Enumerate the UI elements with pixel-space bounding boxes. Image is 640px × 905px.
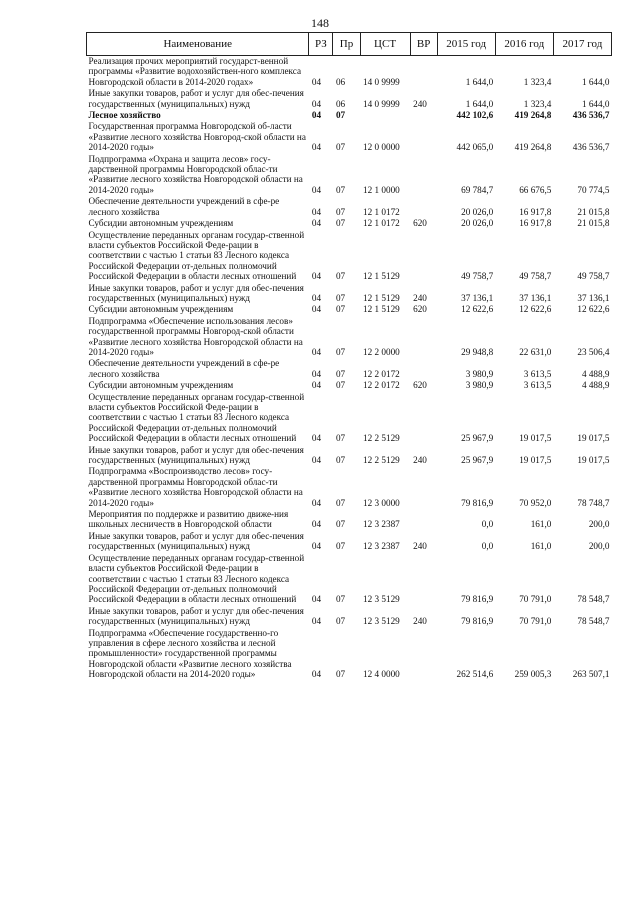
row-vr-cell (410, 628, 437, 681)
row-2017-cell: 1 644,0 (581, 98, 610, 109)
row-pr-cell: 07 (335, 380, 346, 391)
row-cst-cell: 12 1 0172 (363, 206, 400, 217)
row-2016-cell: 259 005,3 (514, 669, 552, 680)
row-name-cell: Иные закупки товаров, работ и услуг для обес-печения государственных (муниципальных) нужд (88, 88, 304, 109)
table-row (87, 218, 612, 229)
row-name-cell: Иные закупки товаров, работ и услуг для обес-печения государственных (муниципальных) нужд (88, 444, 304, 466)
row-2016-cell: 12 622,6 (519, 304, 552, 315)
row-cst-cell: 12 0 0000 (363, 142, 400, 153)
row-rz-cell: 04 (311, 669, 322, 680)
row-2017-cell: 12 622,6 (577, 304, 610, 315)
header-rz: РЗ (309, 33, 333, 56)
row-cst-cell: 12 2 5129 (363, 433, 400, 444)
row-name-cell: Осуществление переданных органам государ-ственной власти субъектов Российской Феде-рации в соответствии с частью 1 статьи 83 Лесного кодекса Российской Федерации от-дельных полномочий Российской Федерации в области лесных отношений (88, 229, 305, 282)
row-2016-cell: 3 613,5 (523, 380, 552, 391)
row-2017-cell: 1 644,0 (581, 76, 610, 87)
table-row (87, 445, 612, 467)
row-2016-cell: 3 613,5 (523, 368, 552, 379)
header-pr: Пр (333, 33, 360, 56)
row-2017-cell: 78 748,7 (577, 497, 610, 508)
row-cst-cell: 12 3 2387 (363, 519, 400, 530)
row-name-cell: Подпрограмма «Обеспечение использования лесов» государственной программы Новгород-ской области «Развитие лесного хозяйства Новгородской области на 2014-2020 годы» (88, 315, 303, 357)
row-vr-cell (410, 509, 437, 531)
row-2017-cell: 49 758,7 (577, 271, 610, 282)
row-vr-cell: 620 (413, 304, 427, 315)
row-name-cell: Подпрограмма «Охрана и защита лесов» госу-дарственной программы Новгородской облас-ти «Развитие лесного хозяйства Новгородской области на 2014-2020 годы» (88, 153, 303, 195)
header-name: Наименование (87, 33, 309, 56)
row-pr-cell: 07 (335, 184, 346, 195)
row-2017-cell: 436 536,7 (572, 142, 610, 153)
row-2015-cell: 12 622,6 (461, 304, 494, 315)
row-2016-cell: 1 323,4 (523, 98, 552, 109)
row-name-cell: Иные закупки товаров, работ и услуг для обес-печения государственных (муниципальных) нужд (88, 282, 304, 303)
row-rz-cell: 04 (311, 110, 322, 121)
table-row (87, 509, 612, 531)
row-pr-cell: 07 (335, 616, 346, 627)
row-2015-cell: 37 136,1 (461, 292, 494, 303)
row-2016-cell: 16 917,8 (519, 218, 552, 229)
row-vr-cell: 240 (413, 455, 427, 466)
header-2017: 2017 год (553, 33, 611, 56)
row-pr-cell: 07 (335, 433, 346, 444)
row-2017-cell: 70 774,5 (577, 184, 610, 195)
table-row (87, 553, 612, 606)
row-name-cell: Обеспечение деятельности учреждений в сфе-ре лесного хозяйства (88, 196, 280, 217)
row-name-cell: Подпрограмма «Воспроизводство лесов» госу-дарственной программы Новгородской облас-ти «Развитие лесного хозяйства Новгородской области на 2014-2020 годы» (88, 466, 303, 508)
row-name-cell: Подпрограмма «Обеспечение государственно-го управления в сфере лесного хозяйства и лесной промышленности» государственной программы Новгородской области «Развитие лесного хозяйства Новгородской области на 2014-2020 годы» (88, 627, 292, 680)
row-vr-cell (410, 316, 437, 359)
row-pr-cell: 06 (335, 98, 346, 109)
row-2017-cell: 4 488,9 (581, 368, 610, 379)
header-cst: ЦСТ (360, 33, 410, 56)
table-row (87, 230, 612, 283)
row-2017-cell: 37 136,1 (577, 292, 610, 303)
row-2016-cell: 19 017,5 (519, 433, 552, 444)
row-cst-cell: 12 2 0000 (363, 346, 400, 357)
row-2015-cell: 20 026,0 (461, 218, 494, 229)
row-vr-cell: 240 (413, 292, 427, 303)
row-name-cell: Субсидии автономным учреждениям (88, 380, 234, 391)
row-2015-cell: 1 644,0 (465, 98, 494, 109)
row-2015-cell: 3 980,9 (465, 368, 494, 379)
row-cst-cell: 12 1 5129 (363, 292, 400, 303)
row-cst-cell: 14 0 9999 (363, 76, 400, 87)
row-2016-cell: 70 952,0 (519, 497, 552, 508)
row-rz-cell: 04 (311, 519, 322, 530)
row-2017-cell: 263 507,1 (572, 669, 610, 680)
row-cst-cell: 12 2 0172 (363, 368, 400, 379)
row-pr-cell: 07 (335, 292, 346, 303)
row-2015-cell: 442 102,6 (456, 110, 494, 121)
row-cst-cell: 12 4 0000 (363, 669, 400, 680)
row-pr-cell: 07 (335, 110, 346, 121)
row-pr-cell: 07 (335, 142, 346, 153)
row-rz-cell: 04 (311, 368, 322, 379)
row-2016-cell: 161,0 (530, 519, 552, 530)
table-row (87, 304, 612, 315)
row-vr-cell (410, 121, 437, 153)
row-rz-cell: 04 (311, 98, 322, 109)
row-rz-cell: 04 (311, 304, 322, 315)
row-pr-cell: 07 (335, 594, 346, 605)
row-vr-cell: 240 (413, 541, 427, 552)
row-name-cell: Иные закупки товаров, работ и услуг для обес-печения государственных (муниципальных) нужд (88, 530, 304, 552)
row-cst-cell: 12 2 0172 (363, 380, 400, 391)
table-row (87, 531, 612, 553)
header-2016: 2016 год (495, 33, 553, 56)
row-pr-cell: 07 (335, 206, 346, 217)
row-vr-cell: 240 (413, 98, 427, 109)
budget-table (86, 32, 612, 681)
row-vr-cell: 620 (413, 218, 427, 229)
row-cst-cell: 12 1 0172 (363, 218, 400, 229)
row-pr-cell: 07 (335, 455, 346, 466)
row-pr-cell: 07 (335, 519, 346, 530)
row-2016-cell: 19 017,5 (519, 455, 552, 466)
row-cst-cell: 14 0 9999 (363, 98, 400, 109)
row-2017-cell: 436 536,7 (572, 110, 610, 121)
row-2015-cell: 0,0 (481, 519, 494, 530)
table-row (87, 628, 612, 681)
row-vr-cell (410, 154, 437, 197)
row-rz-cell: 04 (311, 433, 322, 444)
row-rz-cell: 04 (311, 380, 322, 391)
row-2017-cell: 200,0 (588, 541, 610, 552)
row-2017-cell: 21 015,8 (577, 218, 610, 229)
row-2017-cell: 78 548,7 (577, 594, 610, 605)
row-pr-cell: 07 (335, 497, 346, 508)
row-2015-cell: 25 967,9 (461, 433, 494, 444)
row-name-cell: Субсидии автономным учреждениям (88, 304, 234, 315)
table-row (87, 154, 612, 197)
row-2015-cell: 262 514,6 (456, 669, 494, 680)
row-pr-cell: 07 (335, 669, 346, 680)
row-cst-cell: 12 1 5129 (363, 271, 400, 282)
row-2016-cell: 22 631,0 (519, 346, 552, 357)
row-name-cell: Субсидии автономным учреждениям (88, 218, 234, 229)
row-2017-cell: 19 017,5 (577, 455, 610, 466)
table-header (87, 33, 612, 56)
header-vr: ВР (410, 33, 437, 56)
row-cst-cell: 12 1 0000 (363, 184, 400, 195)
row-vr-cell (410, 56, 437, 89)
row-2016-cell: 161,0 (530, 541, 552, 552)
row-name-cell: Государственная программа Новгородской об-ласти «Развитие лесного хозяйства Новгород-ской области на 2014-2020 годы» (88, 121, 306, 153)
table-row (87, 283, 612, 305)
table-row (87, 380, 612, 391)
row-2017-cell: 19 017,5 (577, 433, 610, 444)
row-pr-cell: 07 (335, 218, 346, 229)
table-row (87, 56, 612, 89)
table-row (87, 466, 612, 509)
table-row (87, 110, 612, 121)
row-2016-cell: 16 917,8 (519, 206, 552, 217)
row-vr-cell (410, 230, 437, 283)
row-2015-cell: 0,0 (481, 541, 494, 552)
row-2016-cell: 37 136,1 (519, 292, 552, 303)
row-2017-cell: 78 548,7 (577, 616, 610, 627)
row-2015-cell: 49 758,7 (461, 271, 494, 282)
row-cst-cell: 12 3 0000 (363, 497, 400, 508)
row-cst-cell: 12 1 5129 (363, 304, 400, 315)
row-2017-cell: 200,0 (588, 519, 610, 530)
row-pr-cell: 07 (335, 541, 346, 552)
row-2015-cell: 442 065,0 (456, 142, 494, 153)
row-name-cell: Осуществление переданных органам государ-ственной власти субъектов Российской Феде-рации в соответствии с частью 1 статьи 83 Лесного кодекса Российской Федерации от-дельных полномочий Российской Федерации в области лесных отношений (88, 391, 305, 444)
header-row (87, 33, 612, 56)
row-2017-cell: 21 015,8 (577, 206, 610, 217)
row-vr-cell (410, 358, 437, 380)
table-row (87, 316, 612, 359)
row-rz-cell: 04 (311, 184, 322, 195)
row-2016-cell: 1 323,4 (523, 76, 552, 87)
row-pr-cell: 07 (335, 271, 346, 282)
row-2016-cell: 419 264,8 (514, 142, 552, 153)
row-rz-cell: 04 (311, 616, 322, 627)
row-name-cell: Лесное хозяйство (88, 110, 161, 121)
table-row (87, 358, 612, 380)
row-2016-cell: 419 264,8 (514, 110, 552, 121)
row-cst-cell: 12 3 2387 (363, 541, 400, 552)
page-number: 148 (311, 16, 329, 30)
row-rz-cell: 04 (311, 292, 322, 303)
row-vr-cell (410, 466, 437, 509)
row-2015-cell: 79 816,9 (461, 616, 494, 627)
row-rz-cell: 04 (311, 541, 322, 552)
row-rz-cell: 04 (311, 218, 322, 229)
row-2016-cell: 66 676,5 (519, 184, 552, 195)
row-rz-cell: 04 (311, 455, 322, 466)
row-2015-cell: 79 816,9 (461, 497, 494, 508)
table-row (87, 606, 612, 628)
row-vr-cell (410, 196, 437, 218)
row-pr-cell: 06 (335, 76, 346, 87)
table-body (87, 56, 612, 681)
row-pr-cell: 07 (335, 368, 346, 379)
row-name-cell: Иные закупки товаров, работ и услуг для обес-печения государственных (муниципальных) нужд (88, 605, 304, 627)
row-cst-cell (360, 110, 410, 121)
row-2017-cell: 23 506,4 (577, 346, 610, 357)
row-rz-cell: 04 (311, 76, 322, 87)
row-name-cell: Обеспечение деятельности учреждений в сфе-ре лесного хозяйства (88, 358, 280, 379)
row-2016-cell: 70 791,0 (519, 594, 552, 605)
table-row (87, 88, 612, 110)
row-name-cell: Осуществление переданных органам государ-ственной власти субъектов Российской Феде-рации в соответствии с частью 1 статьи 83 Лесного кодекса Российской Федерации от-дельных полномочий Российской Федерации в области лесных отношений (88, 552, 305, 605)
row-rz-cell: 04 (311, 594, 322, 605)
row-2015-cell: 1 644,0 (465, 76, 494, 87)
row-pr-cell: 07 (335, 304, 346, 315)
row-2016-cell: 49 758,7 (519, 271, 552, 282)
row-cst-cell: 12 2 5129 (363, 455, 400, 466)
budget-table-container (86, 32, 612, 681)
row-vr-cell (410, 110, 437, 121)
row-name-cell: Реализация прочих мероприятий государст-венной программы «Развитие водохозяйствен-ного комплекса Новгородской области в 2014-2020 годах» (88, 56, 302, 87)
table-row (87, 196, 612, 218)
row-vr-cell (410, 553, 437, 606)
table-row (87, 392, 612, 445)
row-cst-cell: 12 3 5129 (363, 616, 400, 627)
row-2015-cell: 29 948,8 (461, 346, 494, 357)
row-2015-cell: 79 816,9 (461, 594, 494, 605)
row-rz-cell: 04 (311, 271, 322, 282)
row-2017-cell: 4 488,9 (581, 380, 610, 391)
row-pr-cell: 07 (335, 346, 346, 357)
row-vr-cell: 240 (413, 616, 427, 627)
row-name-cell: Мероприятия по поддержке и развитию движе-ния школьных лесничеств в Новгородской области (88, 509, 289, 530)
row-2015-cell: 69 784,7 (461, 184, 494, 195)
row-cst-cell: 12 3 5129 (363, 594, 400, 605)
table-row (87, 121, 612, 153)
row-2015-cell: 20 026,0 (461, 206, 494, 217)
row-rz-cell: 04 (311, 206, 322, 217)
row-vr-cell: 620 (413, 380, 427, 391)
row-rz-cell: 04 (311, 142, 322, 153)
header-2015: 2015 год (437, 33, 495, 56)
row-2016-cell: 70 791,0 (519, 616, 552, 627)
row-rz-cell: 04 (311, 346, 322, 357)
row-vr-cell (410, 392, 437, 445)
row-2015-cell: 3 980,9 (465, 380, 494, 391)
row-2015-cell: 25 967,9 (461, 455, 494, 466)
row-rz-cell: 04 (311, 497, 322, 508)
